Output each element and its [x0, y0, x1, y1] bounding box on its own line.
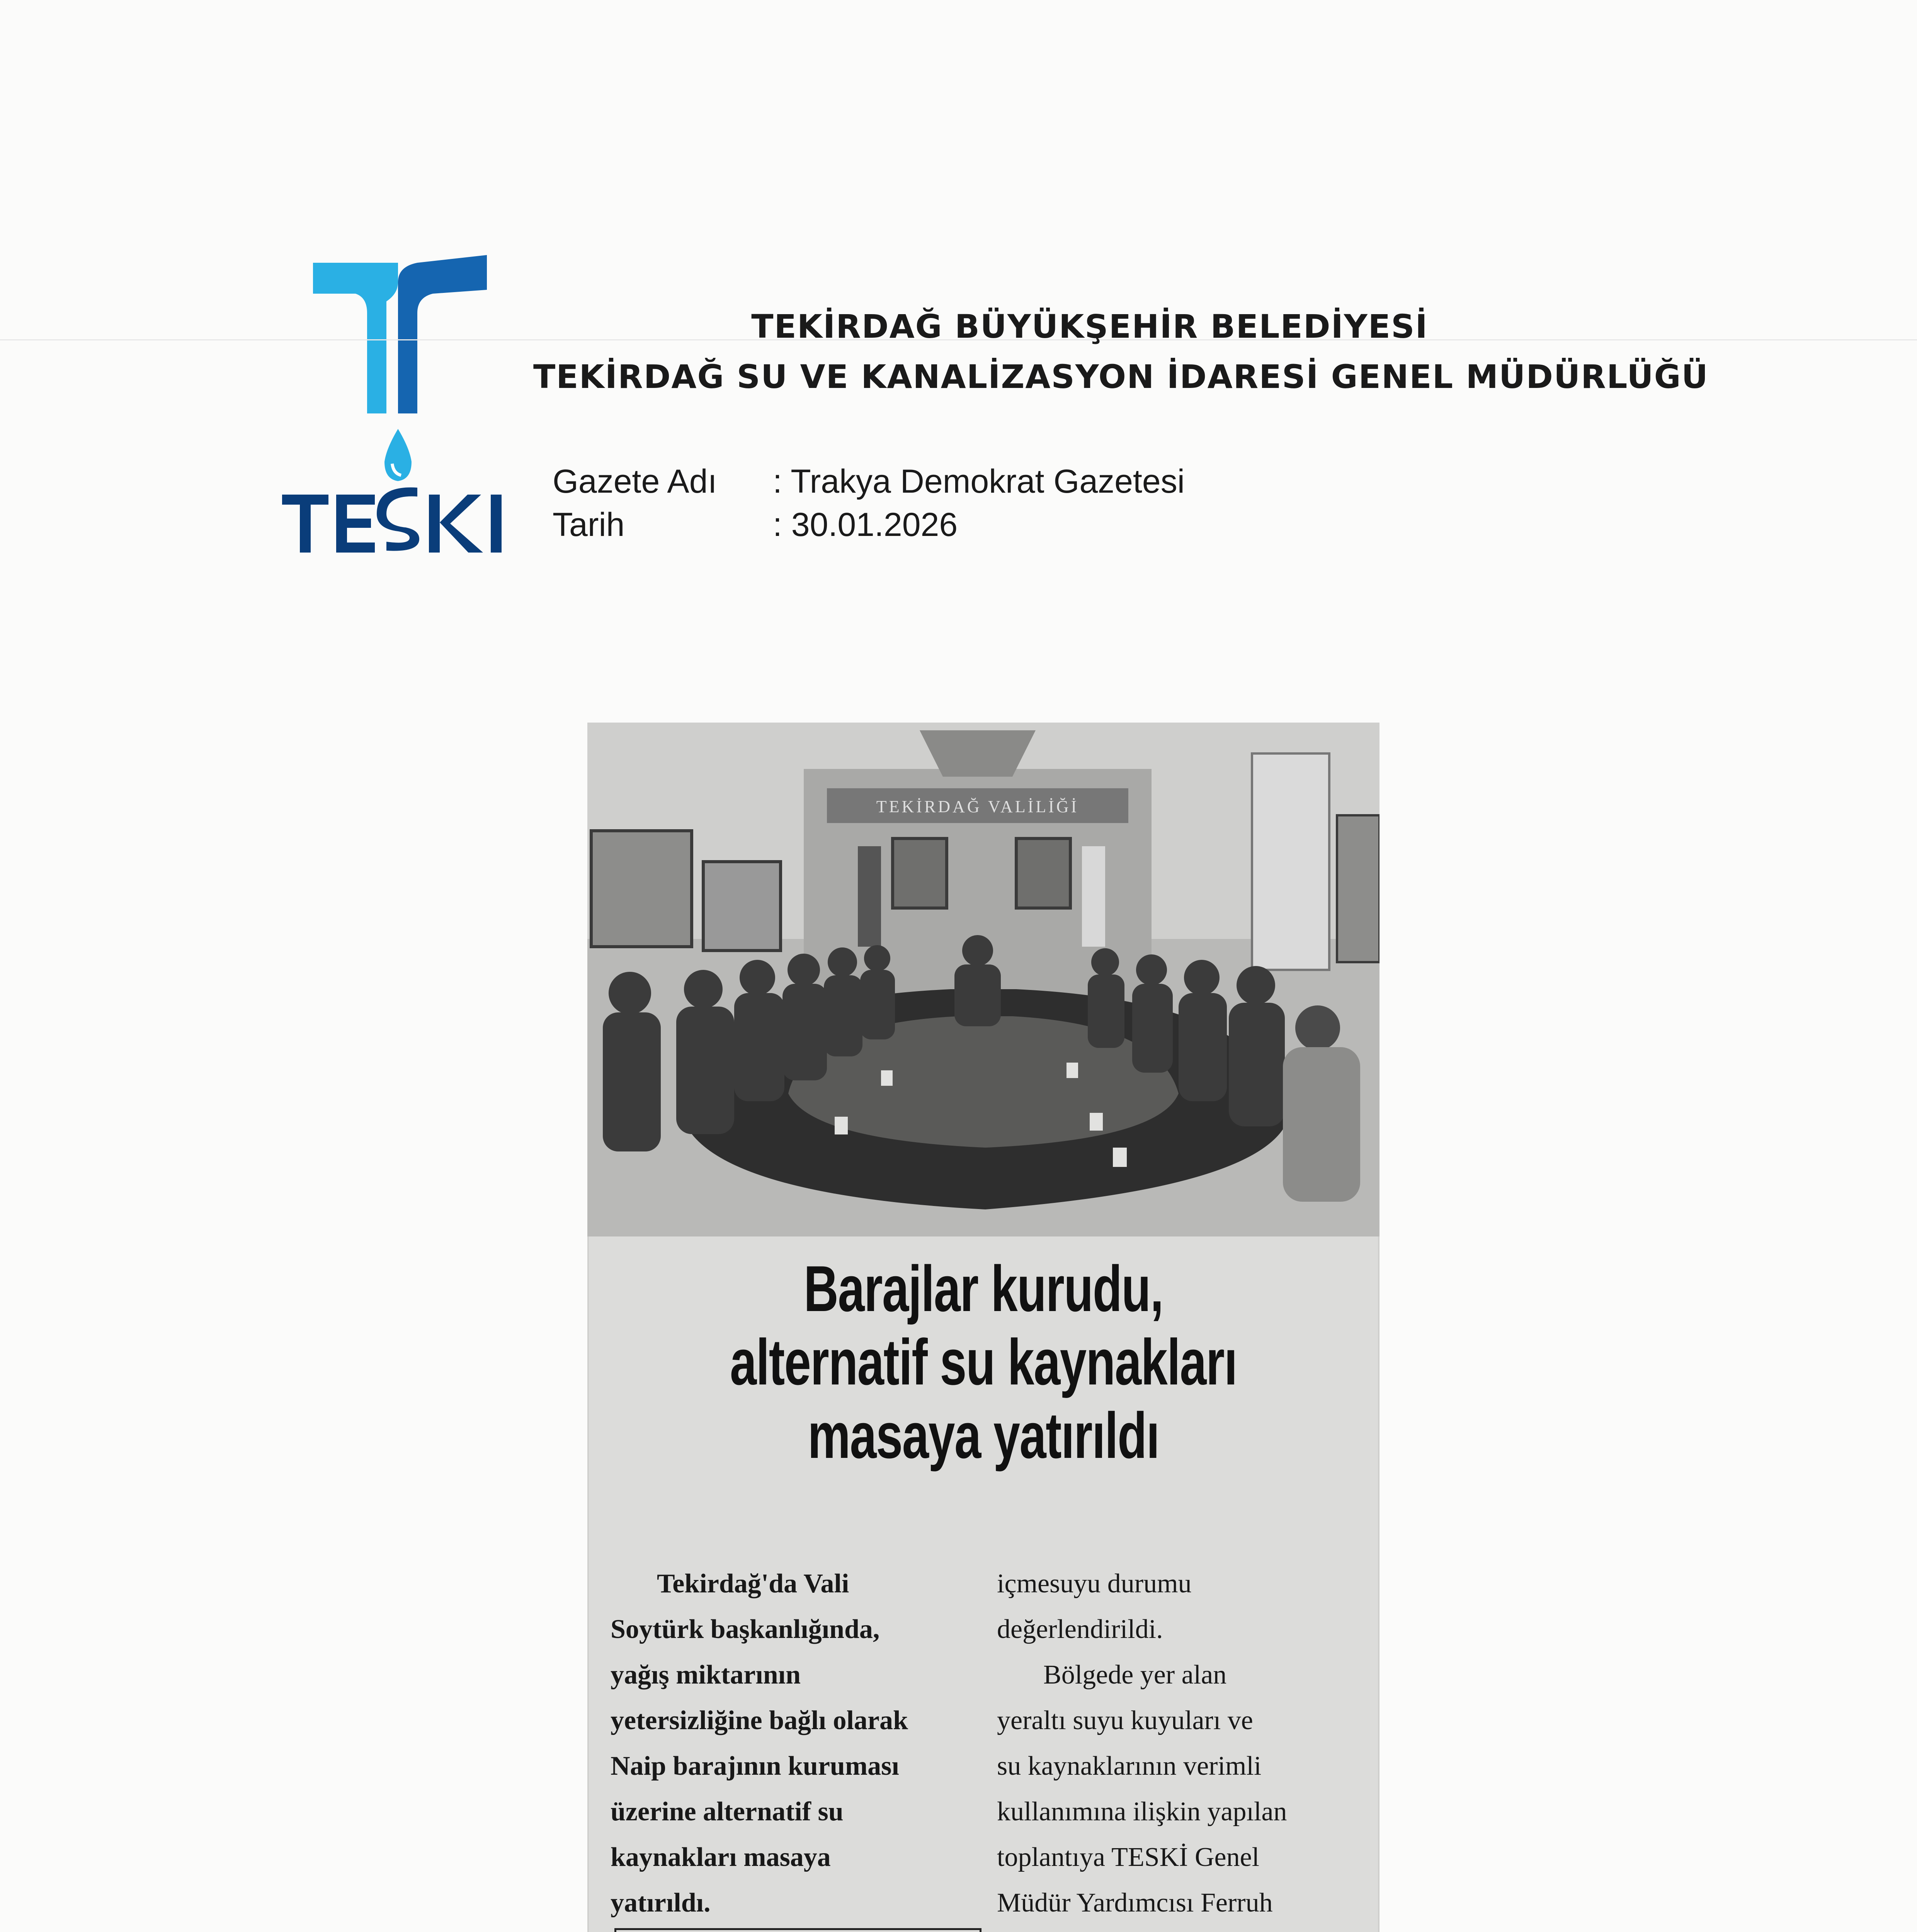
newspaper-row	[553, 460, 1185, 503]
lead-line: yağış miktarının	[611, 1660, 801, 1690]
body-line	[997, 1926, 1368, 1932]
lead-line: yetersizliğine bağlı olarak	[611, 1706, 908, 1735]
date-value: : 30.01.2026	[773, 506, 958, 543]
byline	[614, 1928, 981, 1932]
meeting-photo	[587, 723, 1379, 1236]
lead-paragraph	[611, 1561, 958, 1926]
body-line: içmesuyu durumu	[997, 1569, 1192, 1599]
lead-line: Soytürk başkanlığında,	[611, 1614, 880, 1644]
body-line: Bölgede yer alan	[1043, 1660, 1227, 1690]
lead-line: kaynakları masaya	[611, 1842, 831, 1872]
lead-line: Naip barajının kuruması	[611, 1751, 899, 1781]
headline-line-2: alternatif su kaynakları	[730, 1326, 1237, 1398]
lead-line: Tekirdağ'da Vali	[657, 1569, 849, 1599]
newspaper-label: Gazete Adı	[553, 463, 717, 500]
newspaper-clipping	[587, 723, 1379, 1932]
municipality-name: TEKİRDAĞ BÜYÜKŞEHİR BELEDİYESİ	[751, 308, 1428, 345]
headline-line-1: Barajlar kurudu,	[804, 1252, 1163, 1325]
body-line: yeraltı suyu kuyuları ve	[997, 1706, 1253, 1735]
photo-sign-text: TEKİRDAĞ VALİLİĞİ	[876, 797, 1079, 816]
directorate-name: TEKİRDAĞ SU VE KANALİZASYON İDARESİ GENEL MÜDÜRLÜĞÜ	[533, 358, 1709, 396]
headline-line-3: masaya yatırıldı	[808, 1399, 1159, 1472]
body-line: toplantıya TESKİ Genel	[997, 1842, 1260, 1872]
headline	[587, 1252, 1379, 1472]
body-right-column	[997, 1561, 1368, 1932]
body-line: Müdür Yardımcısı Ferruh	[997, 1888, 1273, 1918]
body-line: su kaynaklarının verimli	[997, 1751, 1262, 1781]
lead-line: yatırıldı.	[611, 1888, 711, 1918]
date-row	[553, 503, 1185, 546]
lead-line: üzerine alternatif su	[611, 1797, 844, 1827]
date-label: Tarih	[553, 506, 625, 543]
body-line: değerlendirildi.	[997, 1614, 1163, 1644]
teski-logo	[270, 247, 533, 564]
clipping-meta	[553, 460, 1185, 546]
header-title	[533, 301, 1709, 402]
body-line: kullanımına ilişkin yapılan	[997, 1797, 1287, 1827]
newspaper-value: : Trakya Demokrat Gazetesi	[773, 463, 1185, 500]
